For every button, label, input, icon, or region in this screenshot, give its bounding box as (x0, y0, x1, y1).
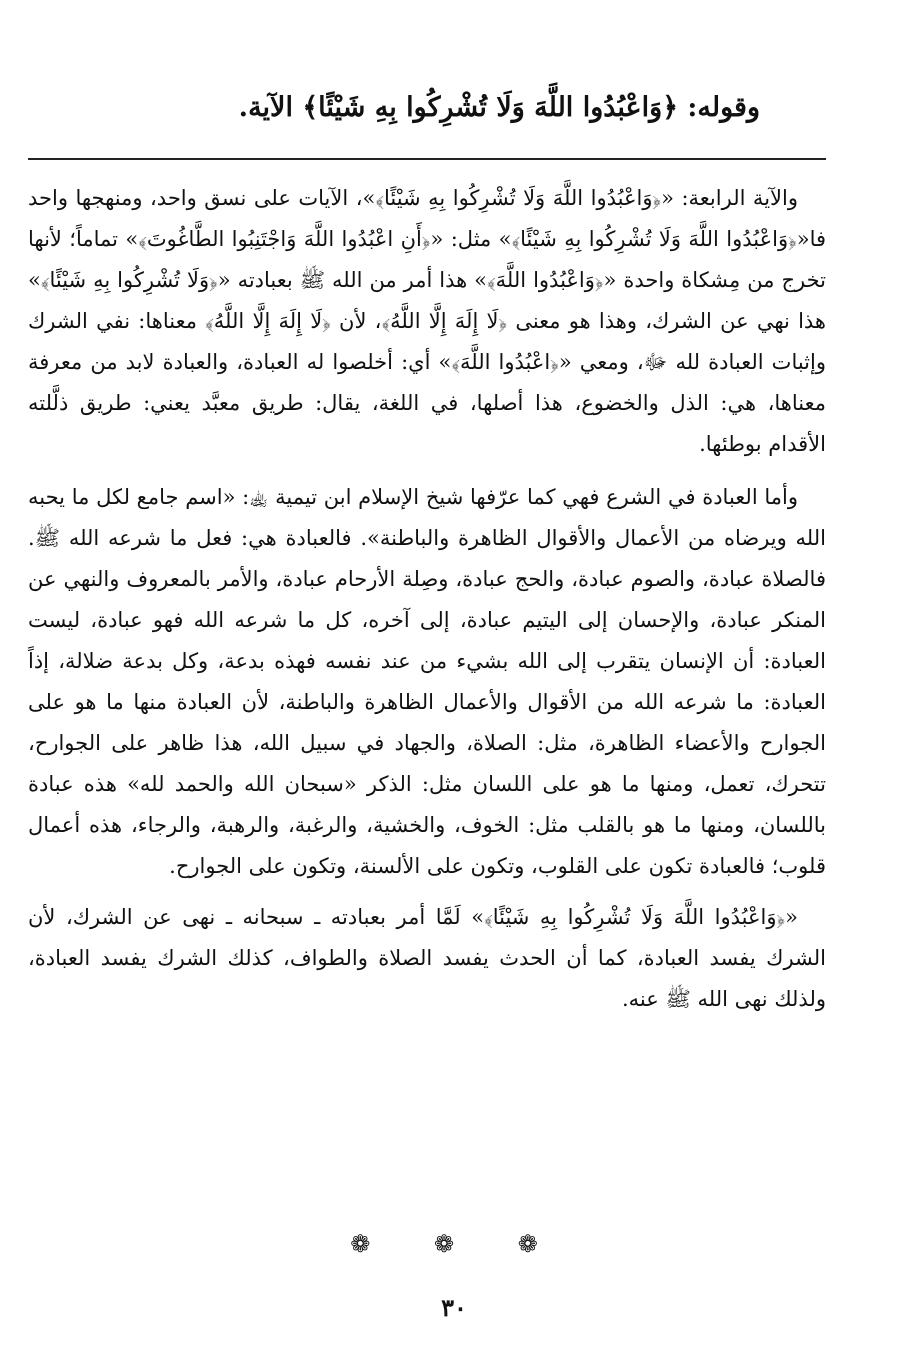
flower-ornament-icon: ❁ (350, 1230, 391, 1258)
section-heading: وقوله: ﴿وَاعْبُدُوا اللَّهَ وَلَا تُشْرِكُوا بِهِ شَيْئًا﴾ الآية. (238, 92, 760, 123)
body-text (28, 178, 826, 1020)
paragraph: وأما العبادة في الشرع فهي كما عرّفها شيخ الإسلام ابن تيمية ﵀: «اسم جامع لكل ما يحبه الله ويرضاه من الأعمال والأقوال الظاهرة والباطنة». فالعبادة هي: فعل ما شرعه الله ﷺ. فالصلاة عبادة، والصوم عبادة، والحج عبادة، وصِلة الأرحام عبادة، والأمر بالمعروف والنهي عن المنكر عبادة، والإحسان إلى اليتيم عبادة، إلى آخره، كل ما شرعه الله فهو عبادة، ليست العبادة: أن الإنسان يتقرب إلى الله بشيء من عند نفسه فهذه بدعة، وكل بدعة ضلالة، إذاً العبادة: ما شرعه الله من الأقوال والأعمال الظاهرة والباطنة، لأن العبادة منها ما هو على الجوارح والأعضاء الظاهرة، مثل: الصلاة، والجهاد في سبيل الله، هذا ظاهر على الجوارح، تتحرك، تعمل، ومنها ما هو على اللسان مثل: الذكر «سبحان الله والحمد لله» هذه عبادة باللسان، ومنها ما هو بالقلب مثل: الخوف، والخشية، والرغبة، والرهبة، والرجاء، هذه أعمال قلوب؛ فالعبادة تكون على القلوب، وتكون على الألسنة، وتكون على الجوارح. (28, 485, 826, 878)
paragraph: «﴿وَاعْبُدُوا اللَّهَ وَلَا تُشْرِكُوا بِهِ شَيْئًا﴾» لَمَّا أمر بعبادته ـ سبحانه ـ نهى عن الشرك، لأن الشرك يفسد العبادة، كما أن الحدث يفسد الصلاة والطواف، كذلك الشرك يفسد العبادة، ولذلك نهى الله ﷺ عنه. (28, 905, 826, 1011)
page-number: ٣٠ (441, 1293, 467, 1322)
separator-rule (28, 158, 826, 160)
flower-ornament-icon: ❁ (517, 1230, 558, 1258)
paragraph: والآية الرابعة: «﴿وَاعْبُدُوا اللَّهَ وَلَا تُشْرِكُوا بِهِ شَيْئًا﴾»، الآيات على نسق واحد، ومنهجها واحد فا«﴿وَاعْبُدُوا اللَّهَ وَلَا تُشْرِكُوا بِهِ شَيْئًا﴾» مثل: «﴿أَنِ اعْبُدُوا اللَّهَ وَاجْتَنِبُوا الطَّاغُوتَ﴾» تماماً؛ لأنها تخرج من مِشكاة واحدة «﴿وَاعْبُدُوا اللَّهَ﴾» هذا أمر من الله ﷺ بعبادته «﴿وَلَا تُشْرِكُوا بِهِ شَيْئًا﴾» هذا نهي عن الشرك، وهذا هو معنى ﴿لَا إِلَهَ إِلَّا اللَّهُ﴾، لأن ﴿لَا إِلَهَ إِلَّا اللَّهُ﴾ معناها: نفي الشرك وإثبات العبادة لله ﷻ، ومعي «﴿اعْبُدُوا اللَّهَ﴾» أي: أخلصوا له العبادة، والعبادة لابد من معرفة معناها، هي: الذل والخضوع، هذا أصلها، في اللغة، يقال: طريق معبَّد يعني: طريق ذلَّلته الأقدام بوطئها. (28, 186, 826, 456)
flower-ornament-icon: ❁ (433, 1230, 475, 1258)
ornament-divider (0, 1230, 908, 1258)
